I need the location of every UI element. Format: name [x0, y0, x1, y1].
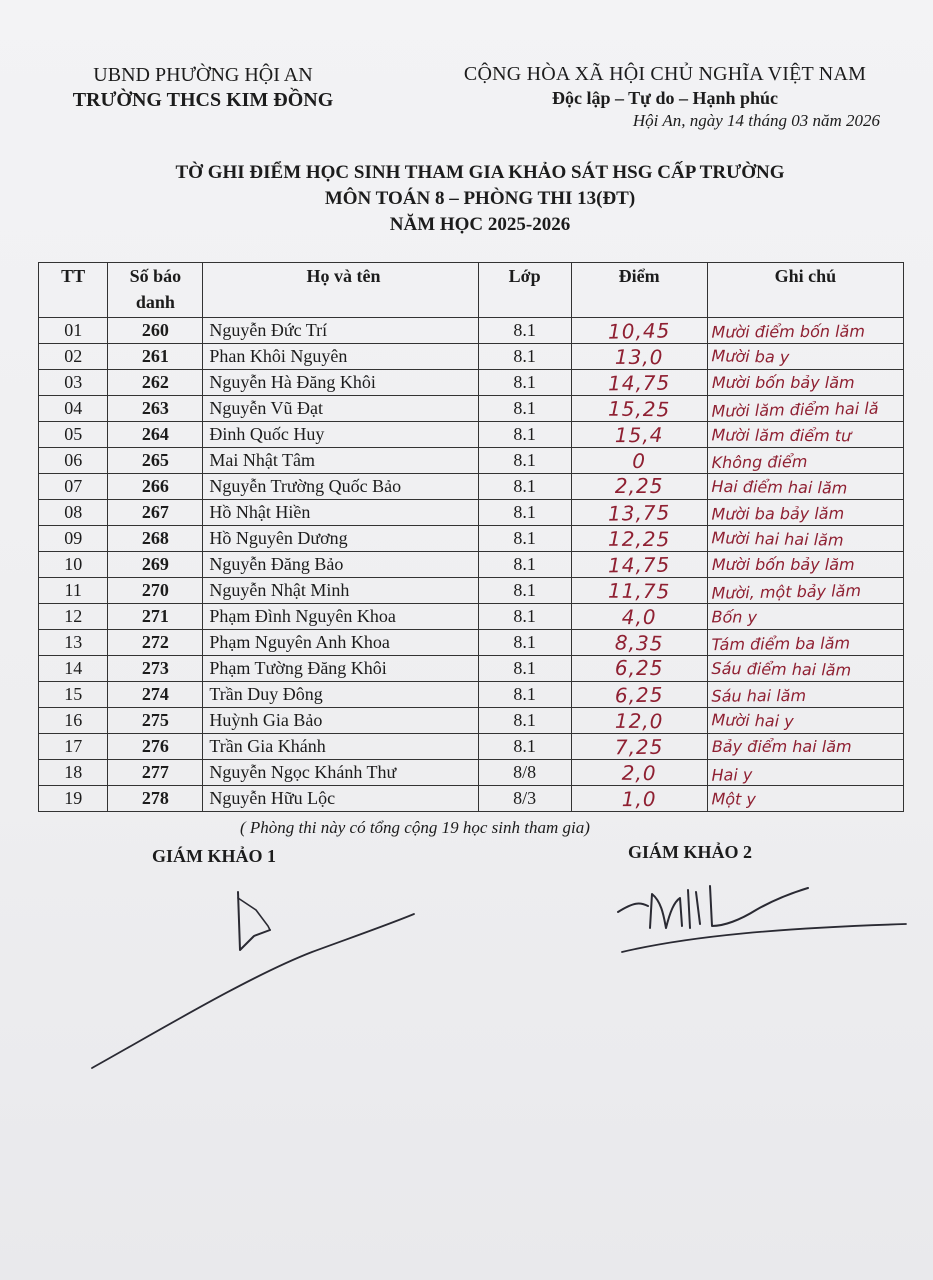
republic-title: CỘNG HÒA XÃ HỘI CHỦ NGHĨA VIỆT NAM — [463, 63, 867, 85]
student-name: Hồ Nguyên Dương — [203, 526, 478, 552]
table-row — [39, 396, 904, 422]
score-in-words-handwritten: Mười, một bảy lăm — [707, 576, 904, 606]
student-name: Hồ Nhật Hiền — [203, 500, 478, 526]
student-name: Phạm Đình Nguyên Khoa — [203, 604, 478, 630]
table-row — [39, 526, 904, 552]
candidate-number: 266 — [108, 474, 203, 500]
score-in-words-handwritten: Mười hai y — [707, 706, 904, 736]
candidate-number: 273 — [108, 656, 203, 682]
score-in-words-handwritten: Một y — [707, 785, 903, 812]
row-number: 06 — [39, 448, 108, 474]
class-name: 8/3 — [478, 786, 571, 812]
row-number: 14 — [39, 656, 108, 682]
class-name: 8.1 — [478, 578, 571, 604]
score-handwritten: 6,25 — [571, 680, 708, 708]
header-sbd-line-1: Số báo — [129, 266, 182, 286]
row-number: 04 — [39, 396, 108, 422]
table-row — [39, 578, 904, 604]
score-handwritten: 10,45 — [571, 316, 708, 344]
row-number: 12 — [39, 604, 108, 630]
header-left — [38, 64, 368, 112]
header-score: Điểm — [571, 263, 707, 318]
header-candidate-number — [108, 263, 203, 318]
candidate-number: 263 — [108, 396, 203, 422]
row-number: 11 — [39, 578, 108, 604]
score-handwritten: 14,75 — [571, 369, 708, 397]
row-number: 18 — [39, 760, 108, 786]
examiner-1-signature — [80, 880, 440, 1080]
student-name: Mai Nhật Tâm — [203, 448, 478, 474]
score-handwritten: 2,0 — [571, 759, 708, 787]
table-row — [39, 344, 904, 370]
class-name: 8.1 — [478, 682, 571, 708]
score-handwritten: 14,75 — [571, 551, 708, 579]
score-handwritten: 2,25 — [571, 474, 707, 500]
document-title — [60, 160, 900, 238]
table-row — [39, 318, 904, 344]
score-in-words-handwritten: Tám điểm ba lăm — [707, 628, 903, 656]
candidate-number: 262 — [108, 370, 203, 396]
score-handwritten: 12,25 — [571, 525, 707, 552]
national-motto: Độc lập – Tự do – Hạnh phúc — [551, 88, 779, 108]
header-sbd-line-2: danh — [135, 292, 175, 312]
student-name: Phạm Nguyên Anh Khoa — [203, 630, 478, 656]
student-name: Nguyễn Trường Quốc Bảo — [203, 474, 478, 500]
score-in-words-handwritten: Mười ba y — [707, 342, 904, 372]
candidate-number: 275 — [108, 708, 203, 734]
class-name: 8.1 — [478, 500, 571, 526]
student-name: Nguyễn Nhật Minh — [203, 578, 478, 604]
candidate-number: 269 — [108, 552, 203, 578]
table-row — [39, 448, 904, 474]
authority-name: UBND PHƯỜNG HỘI AN — [93, 64, 313, 86]
score-in-words-handwritten: Sáu điểm hai lăm — [707, 654, 903, 682]
class-name: 8.1 — [478, 396, 571, 422]
table-row — [39, 786, 904, 812]
score-handwritten: 1,0 — [571, 785, 707, 812]
score-handwritten: 13,0 — [571, 343, 707, 370]
table-row — [39, 370, 904, 396]
row-number: 03 — [39, 370, 108, 396]
student-name: Nguyễn Vũ Đạt — [203, 396, 478, 422]
score-in-words-handwritten: Mười bốn bảy lăm — [707, 552, 903, 578]
candidate-number: 268 — [108, 526, 203, 552]
score-handwritten: 15,4 — [571, 421, 707, 448]
table-row — [39, 500, 904, 526]
class-name: 8.1 — [478, 604, 571, 630]
score-handwritten: 12,0 — [571, 707, 707, 734]
score-handwritten: 11,75 — [571, 577, 708, 605]
student-name: Nguyễn Hà Đăng Khôi — [203, 370, 478, 396]
score-in-words-handwritten: Mười hai hai lăm — [707, 524, 904, 554]
table-row — [39, 630, 904, 656]
row-number: 10 — [39, 552, 108, 578]
examiner-1-label: GIÁM KHẢO 1 — [152, 846, 276, 866]
student-name: Nguyễn Ngọc Khánh Thư — [203, 760, 478, 786]
class-name: 8.1 — [478, 526, 571, 552]
row-number: 07 — [39, 474, 108, 500]
row-number: 13 — [39, 630, 108, 656]
class-name: 8.1 — [478, 370, 571, 396]
header-right — [420, 63, 910, 131]
class-name: 8.1 — [478, 318, 571, 344]
score-handwritten: 8,35 — [571, 628, 708, 656]
title-line-2: MÔN TOÁN 8 – PHÒNG THI 13(ĐT) — [324, 188, 636, 209]
table-row — [39, 708, 904, 734]
table-row — [39, 682, 904, 708]
table-row — [39, 422, 904, 448]
score-in-words-handwritten: Mười điểm bốn lăm — [707, 317, 903, 344]
row-number: 17 — [39, 734, 108, 760]
score-handwritten: 7,25 — [571, 733, 708, 761]
document-date: Hội An, ngày 14 tháng 03 năm 2026 — [632, 111, 880, 130]
student-name: Phan Khôi Nguyên — [203, 344, 478, 370]
score-handwritten: 4,0 — [571, 603, 707, 630]
candidate-number: 270 — [108, 578, 203, 604]
class-name: 8.1 — [478, 734, 571, 760]
class-name: 8.1 — [478, 344, 571, 370]
header-class: Lớp — [478, 263, 571, 318]
score-in-words-handwritten: Hai y — [707, 758, 904, 788]
class-name: 8.1 — [478, 422, 571, 448]
score-handwritten: 13,75 — [571, 498, 708, 526]
title-line-3: NĂM HỌC 2025-2026 — [389, 214, 571, 235]
table-row — [39, 734, 904, 760]
score-in-words-handwritten: Không điểm — [707, 446, 903, 474]
candidate-number: 277 — [108, 760, 203, 786]
class-name: 8.1 — [478, 708, 571, 734]
table-row — [39, 474, 904, 500]
class-name: 8/8 — [478, 760, 571, 786]
score-handwritten: 6,25 — [571, 656, 707, 682]
candidate-number: 271 — [108, 604, 203, 630]
row-number: 09 — [39, 526, 108, 552]
score-in-words-handwritten: Hai điểm hai lăm — [707, 472, 903, 500]
candidate-number: 265 — [108, 448, 203, 474]
row-number: 16 — [39, 708, 108, 734]
row-number: 15 — [39, 682, 108, 708]
candidate-number: 264 — [108, 422, 203, 448]
class-name: 8.1 — [478, 552, 571, 578]
examiner-2-signature — [600, 872, 910, 962]
student-name: Nguyễn Đăng Bảo — [203, 552, 478, 578]
score-in-words-handwritten: Bốn y — [707, 603, 903, 630]
score-handwritten: 15,25 — [571, 395, 708, 423]
participant-count-note: ( Phòng thi này có tổng cộng 19 học sinh tham gia) — [240, 818, 590, 837]
table-header-row — [39, 263, 904, 318]
table-row — [39, 656, 904, 682]
class-name: 8.1 — [478, 448, 571, 474]
candidate-number: 260 — [108, 318, 203, 344]
row-number: 19 — [39, 786, 108, 812]
score-in-words-handwritten: Mười lăm điểm hai lă — [707, 394, 904, 424]
score-table — [38, 262, 904, 812]
row-number: 05 — [39, 422, 108, 448]
class-name: 8.1 — [478, 630, 571, 656]
header-notes: Ghi chú — [707, 263, 903, 318]
candidate-number: 276 — [108, 734, 203, 760]
student-name: Phạm Tường Đăng Khôi — [203, 656, 478, 682]
candidate-number: 278 — [108, 786, 203, 812]
score-handwritten: 0 — [571, 446, 708, 474]
row-number: 08 — [39, 500, 108, 526]
candidate-number: 261 — [108, 344, 203, 370]
candidate-number: 274 — [108, 682, 203, 708]
examiner-2-label: GIÁM KHẢO 2 — [628, 842, 752, 862]
row-number: 01 — [39, 318, 108, 344]
class-name: 8.1 — [478, 656, 571, 682]
row-number: 02 — [39, 344, 108, 370]
header-tt: TT — [39, 263, 108, 318]
student-name: Huỳnh Gia Bảo — [203, 708, 478, 734]
student-name: Trần Gia Khánh — [203, 734, 478, 760]
score-in-words-handwritten: Bảy điểm hai lăm — [707, 734, 903, 760]
score-in-words-handwritten: Sáu hai lăm — [707, 681, 903, 708]
student-name: Nguyễn Hữu Lộc — [203, 786, 478, 812]
class-name: 8.1 — [478, 474, 571, 500]
table-row — [39, 760, 904, 786]
student-name: Nguyễn Đức Trí — [203, 318, 478, 344]
title-line-1: TỜ GHI ĐIỂM HỌC SINH THAM GIA KHẢO SÁT HSG CẤP TRƯỜNG — [175, 162, 785, 183]
student-name: Đinh Quốc Huy — [203, 422, 478, 448]
candidate-number: 272 — [108, 630, 203, 656]
score-in-words-handwritten: Mười lăm điểm tư — [707, 421, 903, 448]
table-row — [39, 604, 904, 630]
score-in-words-handwritten: Mười ba bảy lăm — [707, 499, 903, 526]
candidate-number: 267 — [108, 500, 203, 526]
school-name: TRƯỜNG THCS KIM ĐỒNG — [72, 89, 334, 111]
score-in-words-handwritten: Mười bốn bảy lăm — [707, 370, 903, 396]
header-full-name: Họ và tên — [203, 263, 478, 318]
student-name: Trần Duy Đông — [203, 682, 478, 708]
table-row — [39, 552, 904, 578]
